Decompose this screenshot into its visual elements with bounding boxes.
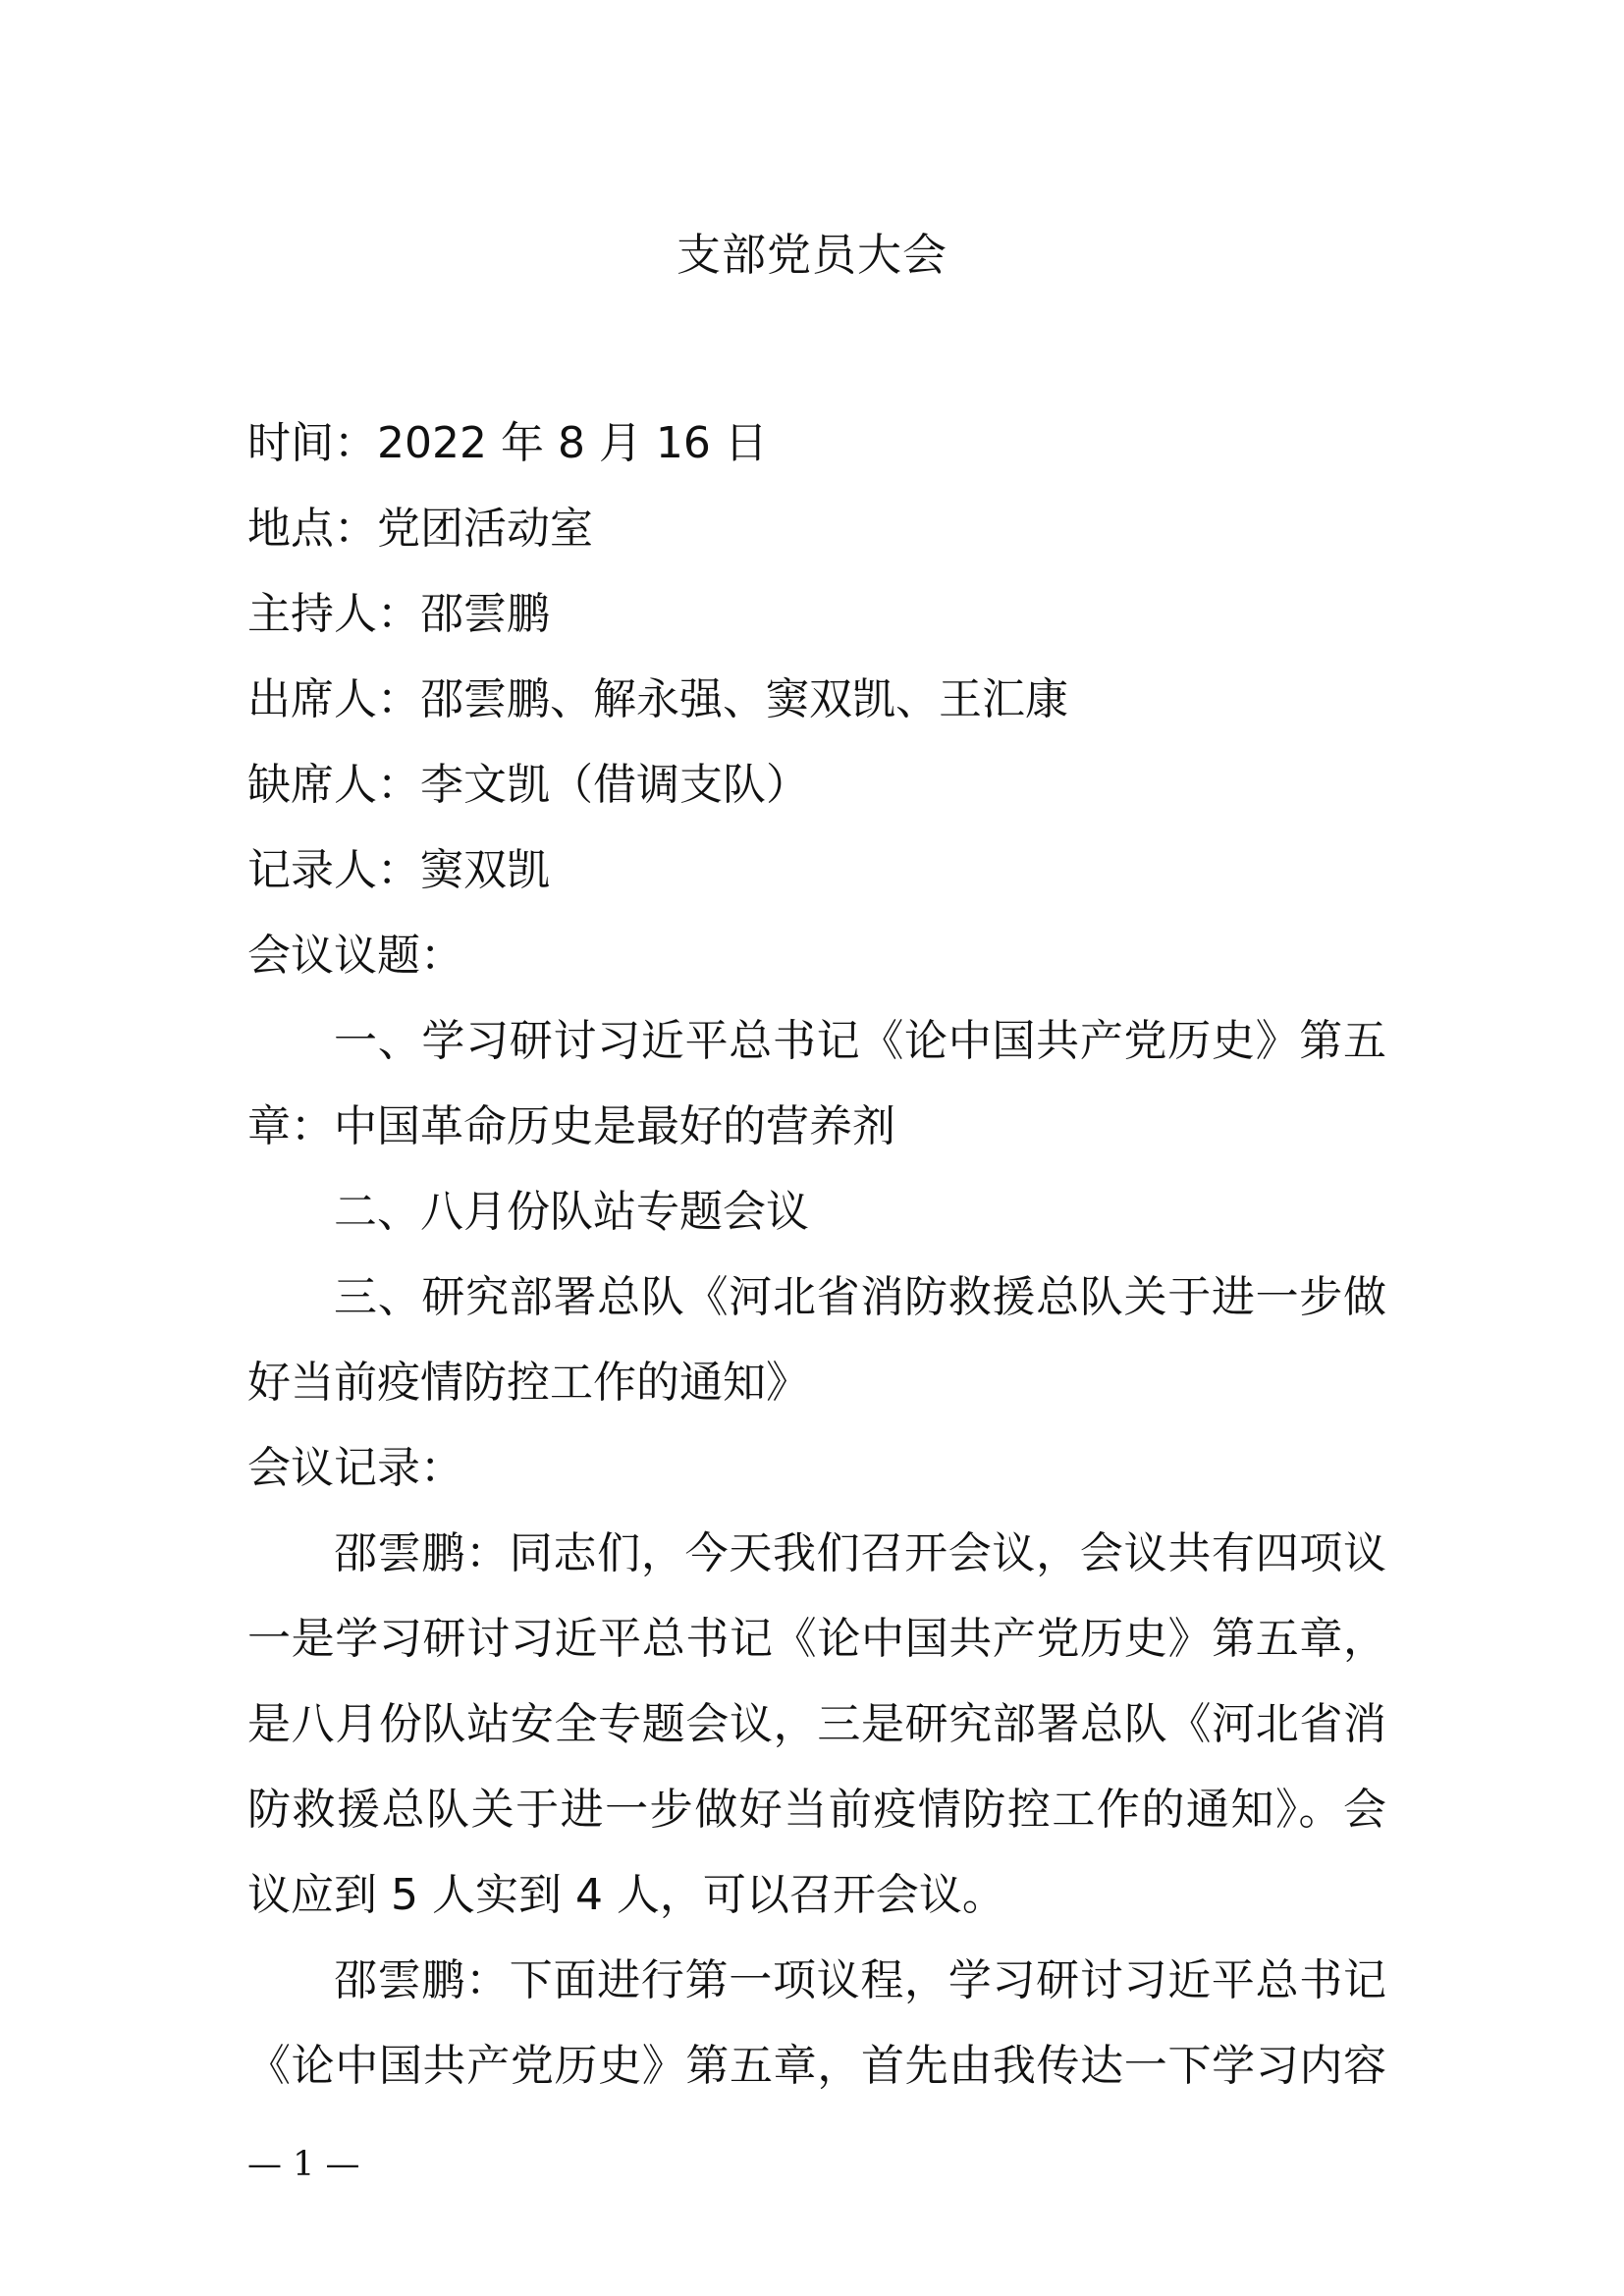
agenda-item-1-line-1: 一、学习研讨习近平总书记《论中国共产党历史》第五 xyxy=(334,1016,1386,1066)
meeting-attendees: 出席人：邵雲鹏、解永强、窦双凯、王汇康 xyxy=(247,674,1068,724)
meeting-recorder: 记录人：窦双凯 xyxy=(247,845,550,895)
minutes-paragraph-1-line-1: 邵雲鹏：同志们，今天我们召开会议，会议共有四项议 xyxy=(334,1528,1386,1578)
agenda-item-3-line-1: 三、研究部署总队《河北省消防救援总队关于进一步做 xyxy=(334,1272,1386,1322)
meeting-absentees: 缺席人：李文凯（借调支队） xyxy=(247,760,809,810)
minutes-paragraph-1-line-3: 是八月份队站安全专题会议，三是研究部署总队《河北省消 xyxy=(247,1699,1386,1749)
minutes-paragraph-2-line-2: 《论中国共产党历史》第五章，首先由我传达一下学习内容 xyxy=(247,2041,1386,2091)
minutes-paragraph-1-line-5: 议应到 5 人实到 4 人，可以召开会议。 xyxy=(247,1870,1005,1920)
minutes-paragraph-2-line-1: 邵雲鹏：下面进行第一项议程，学习研讨习近平总书记 xyxy=(334,1955,1386,2005)
agenda-heading: 会议议题： xyxy=(247,931,463,981)
minutes-heading: 会议记录： xyxy=(247,1443,463,1493)
minutes-paragraph-1-line-4: 防救援总队关于进一步做好当前疫情防控工作的通知》。会 xyxy=(247,1785,1386,1835)
meeting-location: 地点：党团活动室 xyxy=(247,504,593,554)
agenda-item-3-line-2: 好当前疫情防控工作的通知》 xyxy=(247,1358,809,1408)
page-number: — 1 — xyxy=(247,2145,360,2184)
agenda-item-2: 二、八月份队站专题会议 xyxy=(334,1187,809,1237)
meeting-host: 主持人：邵雲鹏 xyxy=(247,589,550,639)
minutes-paragraph-1-line-2: 一是学习研讨习近平总书记《论中国共产党历史》第五章， xyxy=(247,1614,1386,1664)
document-title: 支部党员大会 xyxy=(676,229,947,281)
agenda-item-1-line-2: 章：中国革命历史是最好的营养剂 xyxy=(247,1101,895,1151)
document-body xyxy=(247,400,1386,2109)
meeting-time: 时间：2022 年 8 月 16 日 xyxy=(247,418,768,468)
